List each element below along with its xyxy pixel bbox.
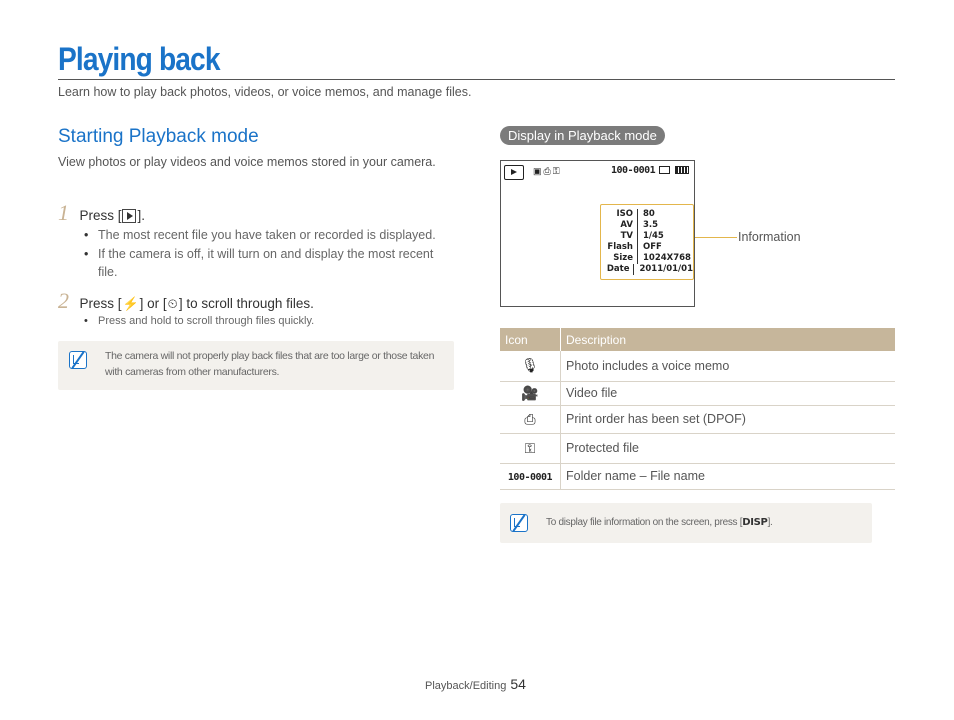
info-key: TV (601, 231, 638, 242)
printer-icon: ⎙ (524, 410, 536, 427)
note-pencil-icon (510, 514, 528, 532)
note-text-part: ]. (767, 517, 773, 528)
table-header: Icon (500, 328, 561, 351)
title-divider (58, 79, 895, 80)
footer-section: Playback/Editing (425, 680, 507, 692)
page-footer (425, 676, 526, 692)
step-number: 2 (58, 288, 69, 313)
note-text-part: To display file information on the screen, press [ (546, 517, 743, 528)
page-subtitle: Learn how to play back photos, videos, or voice memos, and manage files. (58, 85, 472, 99)
info-panel (600, 204, 694, 280)
icon-cell (500, 351, 561, 381)
info-row (601, 253, 693, 264)
bullet-item: • The most recent file you have taken or recorded is displayed. (82, 226, 448, 244)
microphone-icon: 🎙 (521, 357, 539, 374)
info-key: AV (601, 220, 638, 231)
table-header: Description (561, 328, 896, 351)
icon-cell (500, 381, 561, 405)
info-value: 2011/01/01 (639, 264, 693, 274)
disp-key: DISP (742, 517, 768, 528)
note-text (546, 515, 773, 531)
icon-cell (500, 463, 561, 489)
info-key: ISO (601, 209, 638, 220)
note-text: The camera will not properly play back files that are too large or those taken with cameras from other manufacturers. (105, 350, 435, 378)
step-text (79, 208, 145, 223)
step-text-part: Press [ (79, 296, 122, 311)
bullet-item: • If the camera is off, it will turn on and display the most recent file. (82, 245, 448, 281)
note-box (500, 503, 872, 543)
memory-card-icon (659, 166, 670, 174)
table-row (500, 433, 895, 463)
note-pencil-icon (69, 351, 87, 369)
key-icon: ⚿ (524, 439, 536, 456)
description-cell: Folder name – File name (561, 463, 896, 489)
play-button-icon (122, 209, 136, 223)
flash-icon: ⚡ (122, 296, 139, 311)
step-text-part: ]. (137, 208, 145, 223)
callout-line (695, 237, 737, 238)
page-title: Playing back (58, 41, 220, 77)
folder-file-code: 100-0001 (507, 472, 553, 483)
step-1-bullets (82, 226, 448, 281)
info-row (601, 220, 693, 231)
info-grid (601, 209, 693, 275)
table-row (500, 463, 895, 489)
section-intro: View photos or play videos and voice memos stored in your camera. (58, 155, 436, 169)
info-key: Size (601, 253, 638, 264)
info-value: 1024X768 (643, 253, 691, 263)
info-value: 80 (643, 209, 655, 219)
info-key: Date (601, 264, 634, 275)
step-text (79, 296, 313, 311)
note-box (58, 341, 454, 390)
status-icons (533, 166, 562, 177)
page-number: 54 (510, 676, 526, 692)
step-1 (58, 200, 145, 226)
info-row (601, 209, 693, 220)
table-header-row (500, 328, 895, 351)
info-value: 3.5 (643, 220, 659, 230)
key-icon: ⚿ (552, 166, 562, 176)
camera-screen-diagram (500, 160, 695, 307)
icon-cell (500, 433, 561, 463)
display-mode-label: Display in Playback mode (500, 126, 665, 145)
step-2-bullets (82, 312, 448, 330)
icon-table (500, 328, 895, 490)
table-row (500, 405, 895, 433)
timer-icon: ⏲ (167, 296, 178, 311)
playback-mode-icon (504, 165, 524, 180)
step-number: 1 (58, 200, 69, 225)
step-text-part: ] to scroll through files. (178, 296, 314, 311)
table-row (500, 351, 895, 381)
step-text-part: Press [ (79, 208, 122, 223)
info-value: 1/45 (643, 231, 664, 241)
step-text-part: ] or [ (139, 296, 167, 311)
video-camera-icon: 🎥 (521, 384, 539, 401)
info-row (601, 231, 693, 242)
info-value: OFF (643, 242, 662, 252)
description-cell: Protected file (561, 433, 896, 463)
printer-icon: ⎙ (543, 166, 553, 176)
description-cell: Photo includes a voice memo (561, 351, 896, 381)
icon-cell (500, 405, 561, 433)
info-key: Flash (601, 242, 638, 253)
info-row (601, 264, 693, 275)
callout-label: Information (738, 230, 801, 244)
battery-icon (675, 166, 689, 174)
description-cell: Print order has been set (DPOF) (561, 405, 896, 433)
file-code: 100-0001 (611, 165, 656, 176)
video-camera-icon: ▣ (533, 166, 544, 176)
table-row (500, 381, 895, 405)
bullet-item: • Press and hold to scroll through files quickly. (82, 312, 448, 330)
section-heading: Starting Playback mode (58, 126, 259, 147)
description-cell: Video file (561, 381, 896, 405)
step-2 (58, 288, 314, 314)
info-row (601, 242, 693, 253)
